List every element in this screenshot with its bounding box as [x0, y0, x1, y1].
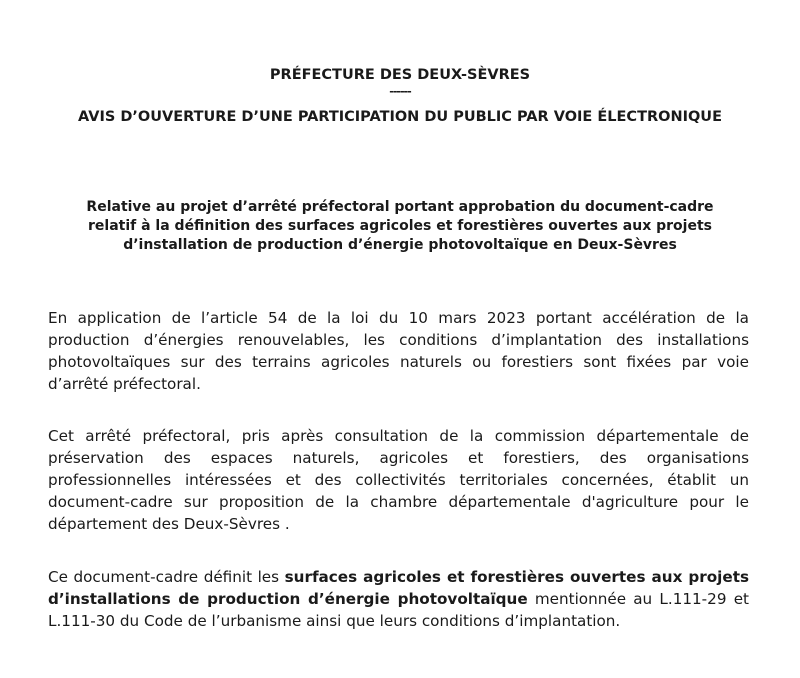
paragraph-3-end: mentionnée au L.111-29 et L.111-30 du Code de l’urbanisme ainsi que leurs conditions d’implantation. — [48, 590, 749, 630]
paragraph-3 — [48, 566, 749, 632]
heading-separator: ------ — [389, 85, 411, 98]
paragraph-3-start: Ce document-cadre définit les — [48, 568, 285, 586]
paragraph-3-bold: surfaces agricoles et forestières ouvertes aux projets d’installations de production d’énergie photovoltaïque — [48, 568, 749, 608]
subject-heading: Relative au projet d’arrêté préfectoral portant approbation du document-cadre relatif à la définition des surfaces agricoles et forestières ouvertes aux projets d’installation de production d’énergie photovoltaïque en Deux-Sèvres — [86, 199, 714, 253]
prefecture-heading: PRÉFECTURE DES DEUX-SÈVRES — [269, 67, 531, 83]
paragraph-1: En application de l’article 54 de la loi du 10 mars 2023 portant accélération de la production d’énergies renouvelables, les conditions d’implantation des installations photovoltaïques sur des terrains agricoles naturels ou forestiers sont fixées par voie d’arrêté préfectoral. — [48, 309, 749, 393]
paragraph-2: Cet arrêté préfectoral, pris après consultation de la commission départementale de préservation des espaces naturels, agricoles et forestiers, des organisations professionnelles intéressées et des collectivités territoriales concernées, établit un document-cadre sur proposition de la chambre départementale d'agriculture pour le département des Deux-Sèvres . — [48, 427, 749, 533]
avis-title: AVIS D’OUVERTURE D’UNE PARTICIPATION DU PUBLIC PAR VOIE ÉLECTRONIQUE — [78, 109, 722, 125]
